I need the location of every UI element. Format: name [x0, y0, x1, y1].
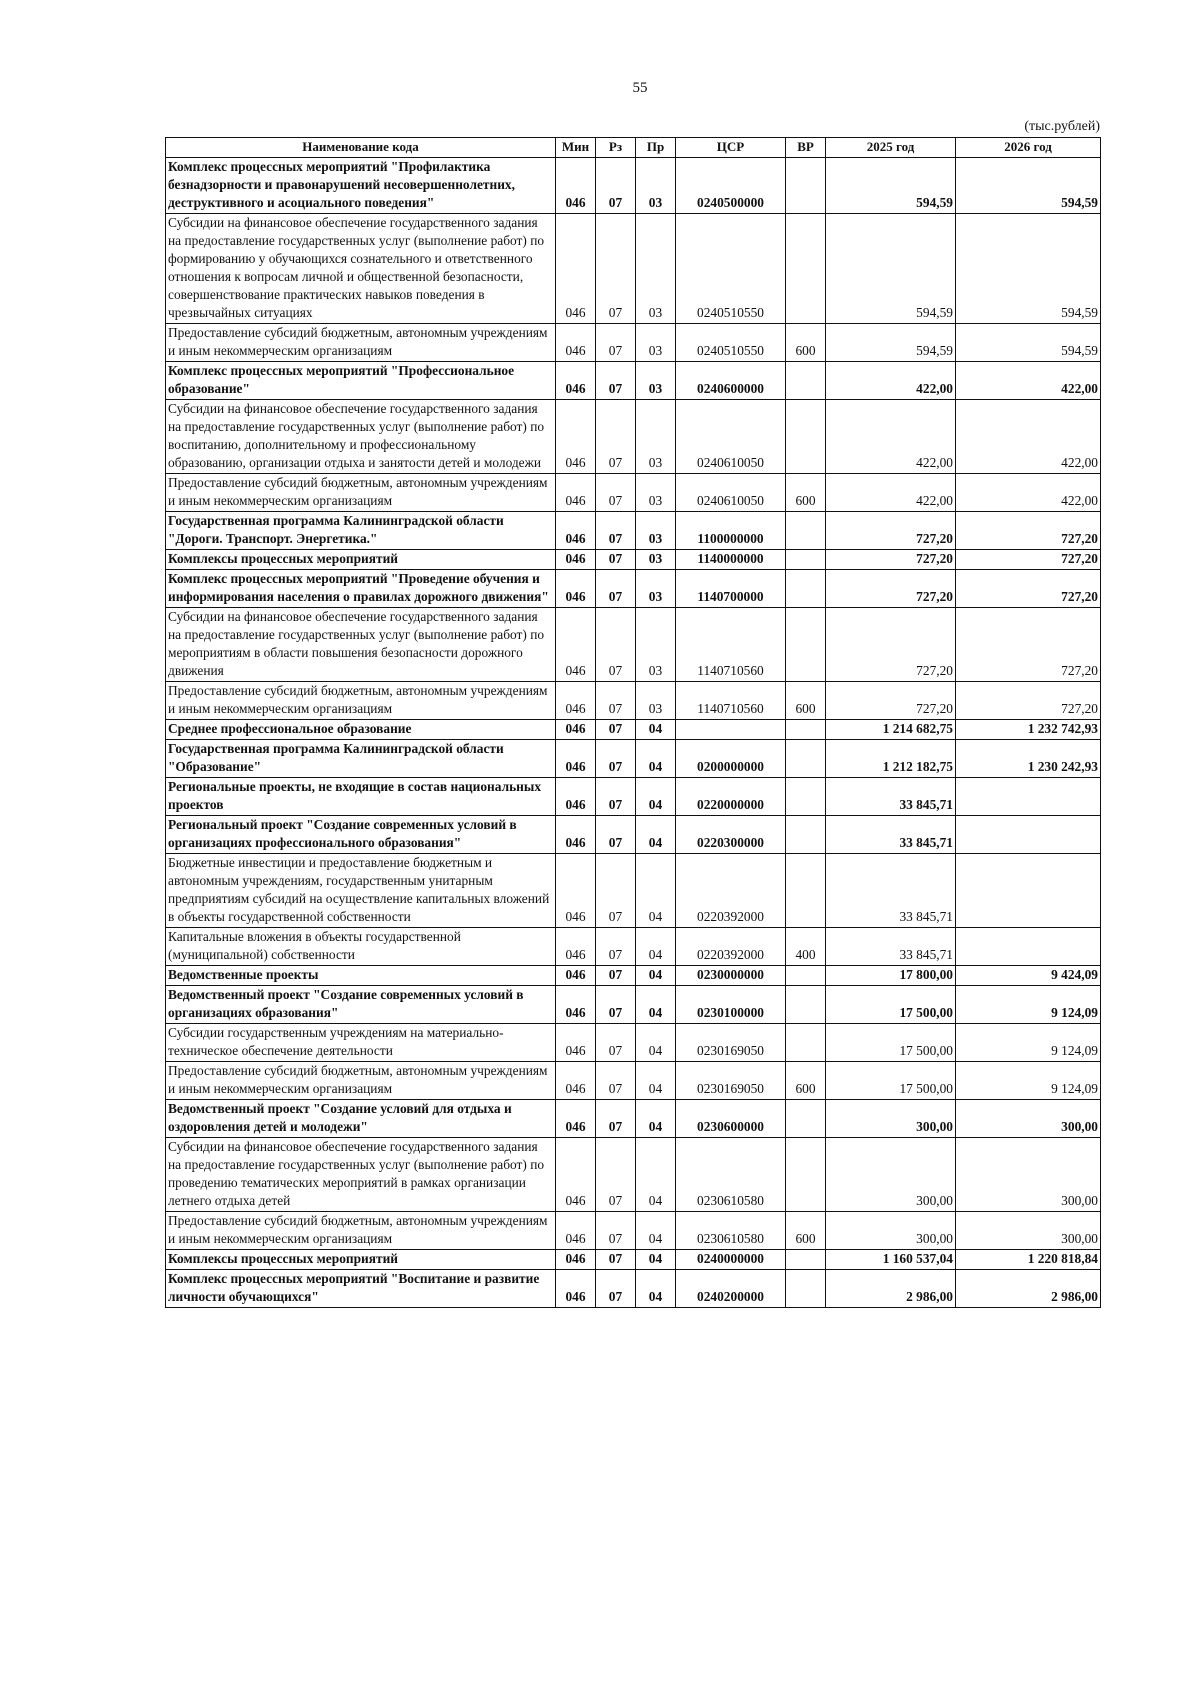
cell-min: 046 — [556, 1138, 596, 1212]
cell-rz: 07 — [596, 1250, 636, 1270]
cell-2026: 727,20 — [956, 570, 1101, 608]
cell-2026: 594,59 — [956, 158, 1101, 214]
cell-pr: 04 — [636, 986, 676, 1024]
cell-2025: 17 800,00 — [826, 966, 956, 986]
cell-vr — [786, 720, 826, 740]
cell-2025: 727,20 — [826, 570, 956, 608]
cell-pr: 04 — [636, 854, 676, 928]
cell-2026: 1 220 818,84 — [956, 1250, 1101, 1270]
cell-pr: 03 — [636, 362, 676, 400]
table-row — [166, 1138, 1101, 1212]
cell-min: 046 — [556, 854, 596, 928]
cell-pr: 03 — [636, 682, 676, 720]
cell-name: Ведомственный проект "Создание условий для отдыха и оздоровления детей и молодежи" — [166, 1100, 556, 1138]
cell-csr: 1140700000 — [676, 570, 786, 608]
cell-name: Предоставление субсидий бюджетным, автономным учреждениям и иным некоммерческим организациям — [166, 1062, 556, 1100]
cell-vr: 600 — [786, 1212, 826, 1250]
cell-pr: 04 — [636, 1138, 676, 1212]
table-row — [166, 570, 1101, 608]
cell-name: Региональные проекты, не входящие в состав национальных проектов — [166, 778, 556, 816]
cell-2026 — [956, 816, 1101, 854]
cell-2025: 594,59 — [826, 324, 956, 362]
cell-name: Субсидии государственным учреждениям на материально-техническое обеспечение деятельности — [166, 1024, 556, 1062]
table-row — [166, 1270, 1101, 1308]
cell-2025: 2 986,00 — [826, 1270, 956, 1308]
cell-rz: 07 — [596, 512, 636, 550]
units-note: (тыс.рублей) — [1024, 119, 1100, 134]
cell-rz: 07 — [596, 778, 636, 816]
cell-csr: 0220392000 — [676, 854, 786, 928]
table-row — [166, 966, 1101, 986]
cell-vr — [786, 158, 826, 214]
cell-pr: 04 — [636, 1100, 676, 1138]
cell-pr: 03 — [636, 158, 676, 214]
cell-csr: 0230610580 — [676, 1212, 786, 1250]
cell-min: 046 — [556, 816, 596, 854]
table-row — [166, 1062, 1101, 1100]
table-body — [166, 158, 1101, 1308]
cell-min: 046 — [556, 1270, 596, 1308]
cell-vr — [786, 550, 826, 570]
cell-csr — [676, 720, 786, 740]
cell-2025: 727,20 — [826, 550, 956, 570]
cell-name: Государственная программа Калининградской области "Дороги. Транспорт. Энергетика." — [166, 512, 556, 550]
header-2025: 2025 год — [826, 138, 956, 158]
cell-vr — [786, 854, 826, 928]
cell-pr: 04 — [636, 778, 676, 816]
cell-min: 046 — [556, 570, 596, 608]
cell-2025: 727,20 — [826, 608, 956, 682]
table-row — [166, 778, 1101, 816]
cell-pr: 03 — [636, 570, 676, 608]
cell-2026: 9 124,09 — [956, 1024, 1101, 1062]
header-csr: ЦСР — [676, 138, 786, 158]
cell-2026: 1 230 242,93 — [956, 740, 1101, 778]
cell-min: 046 — [556, 1024, 596, 1062]
cell-rz: 07 — [596, 1270, 636, 1308]
cell-csr: 0220000000 — [676, 778, 786, 816]
cell-min: 046 — [556, 1100, 596, 1138]
cell-min: 046 — [556, 966, 596, 986]
cell-pr: 03 — [636, 608, 676, 682]
cell-2026: 594,59 — [956, 324, 1101, 362]
cell-rz: 07 — [596, 740, 636, 778]
cell-vr — [786, 1024, 826, 1062]
table-row — [166, 512, 1101, 550]
cell-2026: 422,00 — [956, 474, 1101, 512]
cell-name: Предоставление субсидий бюджетным, автономным учреждениям и иным некоммерческим организациям — [166, 324, 556, 362]
cell-csr: 0230100000 — [676, 986, 786, 1024]
cell-rz: 07 — [596, 608, 636, 682]
cell-2026: 594,59 — [956, 214, 1101, 324]
cell-2026: 727,20 — [956, 608, 1101, 682]
table-row — [166, 740, 1101, 778]
table-row — [166, 1100, 1101, 1138]
cell-pr: 03 — [636, 214, 676, 324]
header-2026: 2026 год — [956, 138, 1101, 158]
table-row — [166, 1250, 1101, 1270]
cell-2026: 422,00 — [956, 362, 1101, 400]
cell-rz: 07 — [596, 570, 636, 608]
cell-csr: 0240000000 — [676, 1250, 786, 1270]
budget-table — [165, 137, 1101, 1308]
cell-csr: 0230169050 — [676, 1062, 786, 1100]
cell-min: 046 — [556, 778, 596, 816]
cell-csr: 1140710560 — [676, 682, 786, 720]
cell-name: Ведомственный проект "Создание современных условий в организациях образования" — [166, 986, 556, 1024]
cell-pr: 04 — [636, 1062, 676, 1100]
cell-rz: 07 — [596, 928, 636, 966]
cell-vr: 600 — [786, 324, 826, 362]
cell-csr: 1100000000 — [676, 512, 786, 550]
cell-min: 046 — [556, 324, 596, 362]
cell-2025: 300,00 — [826, 1100, 956, 1138]
cell-2026: 300,00 — [956, 1138, 1101, 1212]
cell-2026: 300,00 — [956, 1100, 1101, 1138]
cell-rz: 07 — [596, 362, 636, 400]
cell-min: 046 — [556, 512, 596, 550]
cell-vr — [786, 986, 826, 1024]
cell-name: Комплексы процессных мероприятий — [166, 550, 556, 570]
cell-name: Предоставление субсидий бюджетным, автономным учреждениям и иным некоммерческим организациям — [166, 682, 556, 720]
cell-pr: 04 — [636, 1270, 676, 1308]
cell-2026: 9 424,09 — [956, 966, 1101, 986]
cell-2025: 1 160 537,04 — [826, 1250, 956, 1270]
cell-csr: 0240600000 — [676, 362, 786, 400]
cell-vr: 600 — [786, 1062, 826, 1100]
cell-2025: 1 212 182,75 — [826, 740, 956, 778]
cell-2026: 9 124,09 — [956, 1062, 1101, 1100]
cell-2025: 727,20 — [826, 512, 956, 550]
cell-2025: 17 500,00 — [826, 1024, 956, 1062]
cell-2025: 33 845,71 — [826, 778, 956, 816]
cell-2026 — [956, 778, 1101, 816]
cell-name: Предоставление субсидий бюджетным, автономным учреждениям и иным некоммерческим организациям — [166, 1212, 556, 1250]
cell-csr: 0220392000 — [676, 928, 786, 966]
cell-name: Субсидии на финансовое обеспечение государственного задания на предоставление государственных услуг (выполнение работ) по проведению тематических мероприятий в рамках организации летнего отдыха детей — [166, 1138, 556, 1212]
cell-csr: 1140000000 — [676, 550, 786, 570]
cell-pr: 03 — [636, 550, 676, 570]
cell-csr: 0230000000 — [676, 966, 786, 986]
cell-2026: 727,20 — [956, 512, 1101, 550]
table-row — [166, 608, 1101, 682]
cell-pr: 03 — [636, 324, 676, 362]
cell-2025: 594,59 — [826, 214, 956, 324]
cell-vr — [786, 1100, 826, 1138]
cell-2025: 17 500,00 — [826, 986, 956, 1024]
header-pr: Пр — [636, 138, 676, 158]
cell-rz: 07 — [596, 214, 636, 324]
cell-pr: 04 — [636, 966, 676, 986]
cell-vr — [786, 1138, 826, 1212]
cell-rz: 07 — [596, 1100, 636, 1138]
cell-pr: 04 — [636, 816, 676, 854]
cell-name: Бюджетные инвестиции и предоставление бюджетным и автономным учреждениям, государственным унитарным предприятиям субсидий на осуществление капитальных вложений в объекты государственной собственности — [166, 854, 556, 928]
table-row — [166, 550, 1101, 570]
cell-name: Субсидии на финансовое обеспечение государственного задания на предоставление государственных услуг (выполнение работ) по мероприятиям в области повышения безопасности дорожного движения — [166, 608, 556, 682]
cell-csr: 0220300000 — [676, 816, 786, 854]
cell-csr: 0240510550 — [676, 214, 786, 324]
cell-pr: 04 — [636, 720, 676, 740]
table-row — [166, 214, 1101, 324]
cell-pr: 04 — [636, 1024, 676, 1062]
cell-csr: 0200000000 — [676, 740, 786, 778]
cell-min: 046 — [556, 400, 596, 474]
cell-pr: 03 — [636, 474, 676, 512]
table-row — [166, 816, 1101, 854]
cell-min: 046 — [556, 550, 596, 570]
cell-name: Субсидии на финансовое обеспечение государственного задания на предоставление государственных услуг (выполнение работ) по воспитанию, дополнительному и профессиональному образованию, организации отдыха и занятости детей и молодежи — [166, 400, 556, 474]
cell-name: Комплексы процессных мероприятий — [166, 1250, 556, 1270]
cell-vr — [786, 1250, 826, 1270]
cell-min: 046 — [556, 1062, 596, 1100]
cell-vr — [786, 400, 826, 474]
cell-2025: 727,20 — [826, 682, 956, 720]
cell-vr — [786, 608, 826, 682]
cell-min: 046 — [556, 720, 596, 740]
cell-vr — [786, 512, 826, 550]
cell-rz: 07 — [596, 158, 636, 214]
cell-2026: 1 232 742,93 — [956, 720, 1101, 740]
cell-2026: 727,20 — [956, 682, 1101, 720]
cell-min: 046 — [556, 928, 596, 966]
table-row — [166, 1212, 1101, 1250]
cell-2025: 422,00 — [826, 362, 956, 400]
cell-name: Субсидии на финансовое обеспечение государственного задания на предоставление государственных услуг (выполнение работ) по формированию у обучающихся сознательного и ответственного отношения к вопросам личной и общественной безопасности, совершенствование практических навыков поведения в чрезвычайных ситуациях — [166, 214, 556, 324]
cell-pr: 04 — [636, 1212, 676, 1250]
table-header-row — [166, 138, 1101, 158]
cell-rz: 07 — [596, 474, 636, 512]
table-row — [166, 400, 1101, 474]
cell-csr: 0230169050 — [676, 1024, 786, 1062]
cell-2025: 17 500,00 — [826, 1062, 956, 1100]
cell-rz: 07 — [596, 720, 636, 740]
cell-pr: 04 — [636, 928, 676, 966]
cell-pr: 04 — [636, 740, 676, 778]
cell-vr: 600 — [786, 474, 826, 512]
table-row — [166, 362, 1101, 400]
cell-2026 — [956, 928, 1101, 966]
cell-rz: 07 — [596, 400, 636, 474]
cell-2025: 422,00 — [826, 400, 956, 474]
cell-vr — [786, 362, 826, 400]
cell-rz: 07 — [596, 550, 636, 570]
cell-min: 046 — [556, 682, 596, 720]
table-row — [166, 928, 1101, 966]
cell-min: 046 — [556, 1212, 596, 1250]
cell-vr — [786, 570, 826, 608]
table-row — [166, 720, 1101, 740]
table-row — [166, 158, 1101, 214]
cell-rz: 07 — [596, 1212, 636, 1250]
cell-2026: 300,00 — [956, 1212, 1101, 1250]
cell-min: 046 — [556, 1250, 596, 1270]
cell-min: 046 — [556, 474, 596, 512]
cell-name: Комплекс процессных мероприятий "Воспитание и развитие личности обучающихся" — [166, 1270, 556, 1308]
cell-2025: 594,59 — [826, 158, 956, 214]
cell-name: Региональный проект "Создание современных условий в организациях профессионального образования" — [166, 816, 556, 854]
cell-2025: 422,00 — [826, 474, 956, 512]
cell-name: Предоставление субсидий бюджетным, автономным учреждениям и иным некоммерческим организациям — [166, 474, 556, 512]
cell-csr: 0240510550 — [676, 324, 786, 362]
cell-min: 046 — [556, 214, 596, 324]
header-min: Мин — [556, 138, 596, 158]
cell-rz: 07 — [596, 682, 636, 720]
cell-2026: 727,20 — [956, 550, 1101, 570]
cell-2025: 300,00 — [826, 1138, 956, 1212]
cell-vr: 400 — [786, 928, 826, 966]
cell-rz: 07 — [596, 324, 636, 362]
header-vr: ВР — [786, 138, 826, 158]
header-rz: Рз — [596, 138, 636, 158]
cell-min: 046 — [556, 608, 596, 682]
cell-vr — [786, 1270, 826, 1308]
cell-csr: 0240200000 — [676, 1270, 786, 1308]
cell-2025: 33 845,71 — [826, 854, 956, 928]
cell-name: Среднее профессиональное образование — [166, 720, 556, 740]
cell-csr: 0240500000 — [676, 158, 786, 214]
cell-2025: 33 845,71 — [826, 816, 956, 854]
cell-min: 046 — [556, 740, 596, 778]
cell-name: Ведомственные проекты — [166, 966, 556, 986]
header-name: Наименование кода — [166, 138, 556, 158]
cell-rz: 07 — [596, 1062, 636, 1100]
cell-pr: 03 — [636, 400, 676, 474]
cell-rz: 07 — [596, 986, 636, 1024]
table-row — [166, 854, 1101, 928]
cell-2026: 9 124,09 — [956, 986, 1101, 1024]
cell-vr — [786, 816, 826, 854]
cell-name: Комплекс процессных мероприятий "Проведение обучения и информирования населения о правилах дорожного движения" — [166, 570, 556, 608]
cell-csr: 0230600000 — [676, 1100, 786, 1138]
cell-name: Государственная программа Калининградской области "Образование" — [166, 740, 556, 778]
cell-vr: 600 — [786, 682, 826, 720]
cell-2025: 33 845,71 — [826, 928, 956, 966]
cell-vr — [786, 214, 826, 324]
cell-name: Комплекс процессных мероприятий "Профессиональное образование" — [166, 362, 556, 400]
cell-rz: 07 — [596, 966, 636, 986]
cell-2026: 422,00 — [956, 400, 1101, 474]
cell-2026: 2 986,00 — [956, 1270, 1101, 1308]
cell-rz: 07 — [596, 816, 636, 854]
table-row — [166, 474, 1101, 512]
cell-2026 — [956, 854, 1101, 928]
table-row — [166, 682, 1101, 720]
cell-rz: 07 — [596, 854, 636, 928]
table-row — [166, 324, 1101, 362]
cell-min: 046 — [556, 362, 596, 400]
cell-vr — [786, 740, 826, 778]
cell-rz: 07 — [596, 1138, 636, 1212]
cell-vr — [786, 778, 826, 816]
table-row — [166, 986, 1101, 1024]
cell-name: Капитальные вложения в объекты государственной (муниципальной) собственности — [166, 928, 556, 966]
cell-2025: 1 214 682,75 — [826, 720, 956, 740]
cell-pr: 04 — [636, 1250, 676, 1270]
cell-min: 046 — [556, 986, 596, 1024]
cell-csr: 0240610050 — [676, 400, 786, 474]
cell-csr: 1140710560 — [676, 608, 786, 682]
cell-rz: 07 — [596, 1024, 636, 1062]
cell-name: Комплекс процессных мероприятий "Профилактика безнадзорности и правонарушений несовершеннолетних, деструктивного и асоциального поведения" — [166, 158, 556, 214]
page-number: 55 — [632, 80, 648, 96]
cell-2025: 300,00 — [826, 1212, 956, 1250]
cell-csr: 0230610580 — [676, 1138, 786, 1212]
cell-pr: 03 — [636, 512, 676, 550]
cell-vr — [786, 966, 826, 986]
cell-csr: 0240610050 — [676, 474, 786, 512]
cell-min: 046 — [556, 158, 596, 214]
table-row — [166, 1024, 1101, 1062]
